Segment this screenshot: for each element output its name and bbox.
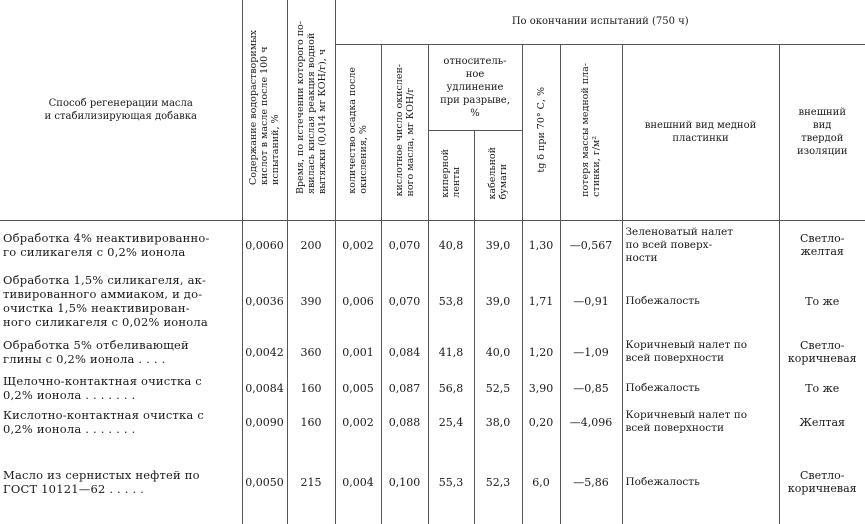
cell-tg: 0,20	[522, 404, 560, 440]
cell-sediment: 0,004	[335, 440, 381, 524]
header-time-label: Время, по истечении которого по- явилась кислая реакция водной вытяжки (0,014 мг КОН/г), ч	[294, 21, 328, 195]
cell-tg: 1,71	[522, 270, 560, 332]
cell-copper-look: Побежалость	[622, 372, 779, 404]
cell-loss: —1,09	[560, 332, 622, 372]
cell-time: 160	[287, 372, 335, 404]
table-row	[0, 332, 865, 372]
header-acid-content	[242, 0, 287, 220]
table-header	[0, 0, 865, 220]
cell-acid: 0,0042	[242, 332, 287, 372]
header-insulation-look	[779, 44, 865, 220]
header-tape	[428, 130, 474, 220]
cell-loss: —5,86	[560, 440, 622, 524]
cell-tape: 25,4	[428, 404, 474, 440]
table-row	[0, 372, 865, 404]
cell-acid: 0,0090	[242, 404, 287, 440]
header-tape-label: киперной ленты	[440, 148, 462, 198]
cell-insulation-look: То же	[779, 372, 865, 404]
cell-tg: 3,90	[522, 372, 560, 404]
header-elongation-label: относитель- ное удлинение при разрыве, %	[440, 55, 510, 119]
header-insulation-look-label: внешний вид твердой изоляции	[796, 107, 848, 157]
cell-insulation-look: Светло- желтая	[779, 220, 865, 270]
cell-copper-look: Зеленоватый налет по всей поверх- ности	[622, 220, 779, 270]
cell-acid-number: 0,070	[381, 220, 428, 270]
cell-tape: 41,8	[428, 332, 474, 372]
table-row	[0, 404, 865, 440]
row-method: Обработка 4% неактивированно- го силикагеля с 0,2% ионола	[3, 231, 210, 260]
header-method-label: Способ регенерации масла и стабилизирующая добавка	[44, 97, 197, 122]
cell-insulation-look: Светло- коричневая	[779, 332, 865, 372]
header-acid-content-label: Содержание водорастворимых кислот в масле после 100 ч испытаний, %	[248, 30, 281, 186]
header-mass-loss	[560, 44, 622, 220]
header-time	[287, 0, 335, 220]
cell-copper-look: Коричневый налет по всей поверхности	[622, 404, 779, 440]
header-sediment	[335, 44, 381, 220]
cell-acid-number: 0,100	[381, 440, 428, 524]
cell-acid: 0,0060	[242, 220, 287, 270]
cell-paper: 38,0	[474, 404, 522, 440]
cell-tg: 6,0	[522, 440, 560, 524]
cell-tape: 53,8	[428, 270, 474, 332]
cell-acid-number: 0,087	[381, 372, 428, 404]
header-mass-loss-label: потеря массы медной пла- стинки, г/м²	[580, 63, 602, 197]
cell-loss: —0,91	[560, 270, 622, 332]
header-after-test	[335, 0, 865, 44]
cell-acid-number: 0,084	[381, 332, 428, 372]
row-method: Масло из сернистых нефтей по ГОСТ 10121—62 . . . . .	[3, 468, 200, 496]
cell-acid-number: 0,070	[381, 270, 428, 332]
cell-insulation-look: То же	[779, 270, 865, 332]
row-method: Обработка 5% отбеливающей глины с 0,2% ионола . . . .	[3, 338, 189, 366]
cell-time: 215	[287, 440, 335, 524]
cell-acid: 0,0084	[242, 372, 287, 404]
cell-acid: 0,0050	[242, 440, 287, 524]
header-sediment-label: количество осадка после окисления, %	[347, 66, 369, 194]
cell-paper: 39,0	[474, 270, 522, 332]
cell-tape: 56,8	[428, 372, 474, 404]
header-acid-number	[381, 44, 428, 220]
cell-loss: —4,096	[560, 404, 622, 440]
cell-acid: 0,0036	[242, 270, 287, 332]
cell-time: 160	[287, 404, 335, 440]
cell-insulation-look: Желтая	[779, 404, 865, 440]
cell-paper: 52,5	[474, 372, 522, 404]
cell-paper: 40,0	[474, 332, 522, 372]
header-after-test-label: По окончании испытаний (750 ч)	[511, 16, 689, 28]
cell-tape: 40,8	[428, 220, 474, 270]
row-method: Обработка 1,5% силикагеля, ак- тивированного аммиаком, и до- очистка 1,5% неактивирован- ного силикагеля с 0,02% ионола	[3, 273, 208, 329]
cell-paper: 39,0	[474, 220, 522, 270]
header-copper-look-label: внешний вид медной пластинки	[644, 120, 757, 144]
cell-copper-look: Коричневый налет по всей поверхности	[622, 332, 779, 372]
cell-acid-number: 0,088	[381, 404, 428, 440]
cell-paper: 52,3	[474, 440, 522, 524]
cell-tape: 55,3	[428, 440, 474, 524]
cell-time: 360	[287, 332, 335, 372]
cell-loss: —0,567	[560, 220, 622, 270]
header-tg-label: tg δ при 70° С, %	[535, 87, 547, 173]
cell-sediment: 0,005	[335, 372, 381, 404]
header-elongation	[428, 44, 522, 130]
cell-time: 200	[287, 220, 335, 270]
cell-loss: —0,85	[560, 372, 622, 404]
header-method	[0, 0, 242, 220]
cell-sediment: 0,002	[335, 220, 381, 270]
header-cable-paper-label: кабельной бумаги	[487, 146, 509, 200]
cell-copper-look: Побежалость	[622, 270, 779, 332]
cell-sediment: 0,001	[335, 332, 381, 372]
header-acid-number-label: кислотное число окислен- ного масла, мг КОН/г	[393, 63, 416, 197]
table-row	[0, 220, 865, 270]
cell-insulation-look: Светло- коричневая	[779, 440, 865, 524]
header-copper-look	[622, 44, 779, 220]
table-row	[0, 270, 865, 332]
cell-sediment: 0,006	[335, 270, 381, 332]
table-row	[0, 440, 865, 524]
cell-time: 390	[287, 270, 335, 332]
cell-sediment: 0,002	[335, 404, 381, 440]
table-body	[0, 220, 865, 524]
header-tg	[522, 44, 560, 220]
cell-copper-look: Побежалость	[622, 440, 779, 524]
cell-tg: 1,20	[522, 332, 560, 372]
row-method: Щелочно-контактная очистка с 0,2% ионола . . . . . . .	[3, 374, 202, 402]
header-cable-paper	[474, 130, 522, 220]
row-method: Кислотно-контактная очистка с 0,2% ионола . . . . . . .	[3, 408, 204, 436]
cell-tg: 1,30	[522, 220, 560, 270]
